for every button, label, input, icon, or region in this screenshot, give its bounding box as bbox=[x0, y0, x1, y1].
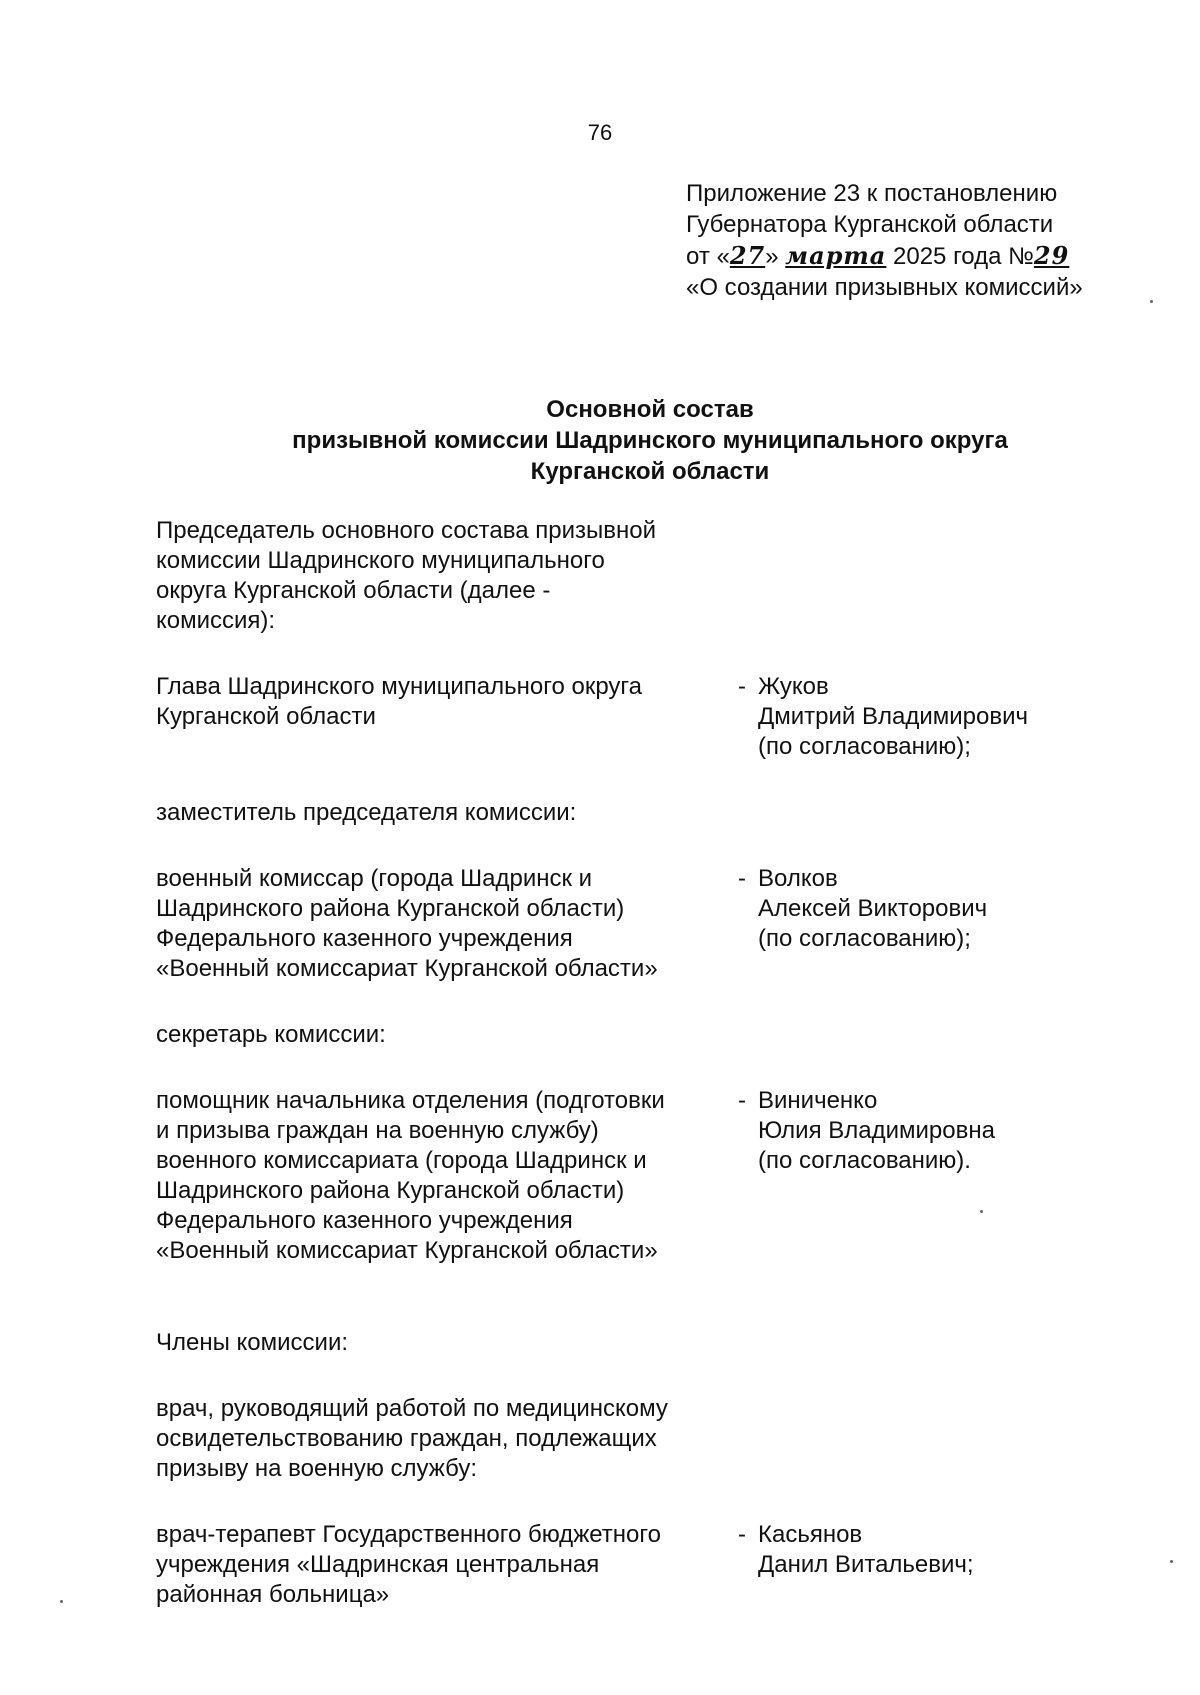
chair-label-line: комиссия): bbox=[156, 607, 276, 634]
entry-dash: - bbox=[738, 865, 746, 892]
appendix-header bbox=[686, 178, 1166, 303]
person-line: (по согласованию); bbox=[758, 925, 971, 952]
entry-dash: - bbox=[738, 673, 746, 700]
person-line: Жуков bbox=[758, 673, 829, 700]
heading-line-2: призывной комиссии Шадринского муниципального округа bbox=[292, 427, 1008, 454]
chair-label-line: Председатель основного состава призывной bbox=[156, 517, 657, 544]
position-line: Курганской области bbox=[156, 703, 376, 730]
person-line: Алексей Викторович bbox=[758, 895, 988, 922]
chair-person bbox=[758, 672, 1096, 762]
deputy-entry bbox=[156, 864, 1096, 984]
appendix-line-2: Губернатора Курганской области bbox=[686, 211, 1054, 238]
position-line: и призыва граждан на военную службу) bbox=[156, 1117, 599, 1144]
page-number: 76 bbox=[587, 120, 613, 145]
person-line: Виниченко bbox=[758, 1087, 878, 1114]
appendix-year: 2025 года № bbox=[886, 243, 1034, 270]
entry-dash: - bbox=[738, 1087, 746, 1114]
position-line: Шадринского района Курганской области) bbox=[156, 895, 625, 922]
doctor-label-line: врач, руководящий работой по медицинскому bbox=[156, 1395, 668, 1422]
chair-entry bbox=[156, 672, 1096, 762]
doctor-label bbox=[156, 1394, 1096, 1484]
doctor-entry bbox=[156, 1520, 1096, 1610]
scan-speck bbox=[1150, 300, 1153, 303]
person-line: Касьянов bbox=[758, 1521, 863, 1548]
doctor-label-line: призыву на военную службу: bbox=[156, 1455, 477, 1482]
appendix-date-mid: » bbox=[765, 243, 786, 270]
deputy-person bbox=[758, 864, 1096, 954]
position-line: учреждения «Шадринская центральная bbox=[156, 1551, 600, 1578]
person-line: Юлия Владимировна bbox=[758, 1117, 995, 1144]
person-line: (по согласованию). bbox=[758, 1147, 971, 1174]
heading-line-3: Курганской области bbox=[530, 458, 770, 485]
position-line: Шадринского района Курганской области) bbox=[156, 1177, 625, 1204]
position-line: Глава Шадринского муниципального округа bbox=[156, 673, 642, 700]
position-line: «Военный комиссариат Курганской области» bbox=[156, 955, 658, 982]
handwritten-month: марта bbox=[785, 241, 887, 270]
position-line: Федерального казенного учреждения bbox=[156, 925, 573, 952]
appendix-line-1: Приложение 23 к постановлению bbox=[686, 180, 1058, 207]
position-line: военного комиссариата (города Шадринск и bbox=[156, 1147, 647, 1174]
heading-line-1: Основной состав bbox=[546, 396, 754, 423]
appendix-line-3 bbox=[686, 240, 1166, 272]
position-line: Федерального казенного учреждения bbox=[156, 1207, 573, 1234]
person-line: Данил Витальевич; bbox=[758, 1551, 974, 1578]
secretary-label: секретарь комиссии: bbox=[156, 1021, 386, 1048]
position-line: врач-терапевт Государственного бюджетного bbox=[156, 1521, 661, 1548]
chair-position bbox=[156, 672, 732, 732]
scan-speck bbox=[980, 1210, 983, 1213]
deputy-position bbox=[156, 864, 732, 984]
document-heading bbox=[150, 394, 1150, 487]
person-line: Волков bbox=[758, 865, 838, 892]
chair-label-line: комиссии Шадринского муниципального bbox=[156, 547, 605, 574]
appendix-line-4: «О создании призывных комиссий» bbox=[686, 274, 1083, 301]
position-line: военный комиссар (города Шадринск и bbox=[156, 865, 593, 892]
doctor-person bbox=[758, 1520, 1096, 1580]
doctor-label-line: освидетельствованию граждан, подлежащих bbox=[156, 1425, 657, 1452]
person-line: (по согласованию); bbox=[758, 733, 971, 760]
deputy-label: заместитель председателя комиссии: bbox=[156, 799, 577, 826]
doctor-position bbox=[156, 1520, 732, 1610]
chair-label bbox=[156, 516, 1096, 636]
scan-speck bbox=[1170, 1560, 1173, 1563]
chair-label-line: округа Курганской области (далее - bbox=[156, 577, 551, 604]
handwritten-number: 29 bbox=[1033, 241, 1070, 270]
appendix-date-prefix: от « bbox=[686, 243, 730, 270]
handwritten-day: 27 bbox=[729, 241, 766, 270]
secretary-person bbox=[758, 1086, 1096, 1176]
commission-list bbox=[156, 516, 1096, 1610]
secretary-entry bbox=[156, 1086, 1096, 1266]
person-line: Дмитрий Владимирович bbox=[758, 703, 1029, 730]
scan-speck bbox=[60, 1600, 63, 1603]
members-label: Члены комиссии: bbox=[156, 1329, 349, 1356]
position-line: помощник начальника отделения (подготовки bbox=[156, 1087, 665, 1114]
position-line: «Военный комиссариат Курганской области» bbox=[156, 1237, 658, 1264]
position-line: районная больница» bbox=[156, 1581, 390, 1608]
entry-dash: - bbox=[738, 1521, 746, 1548]
secretary-position bbox=[156, 1086, 732, 1266]
